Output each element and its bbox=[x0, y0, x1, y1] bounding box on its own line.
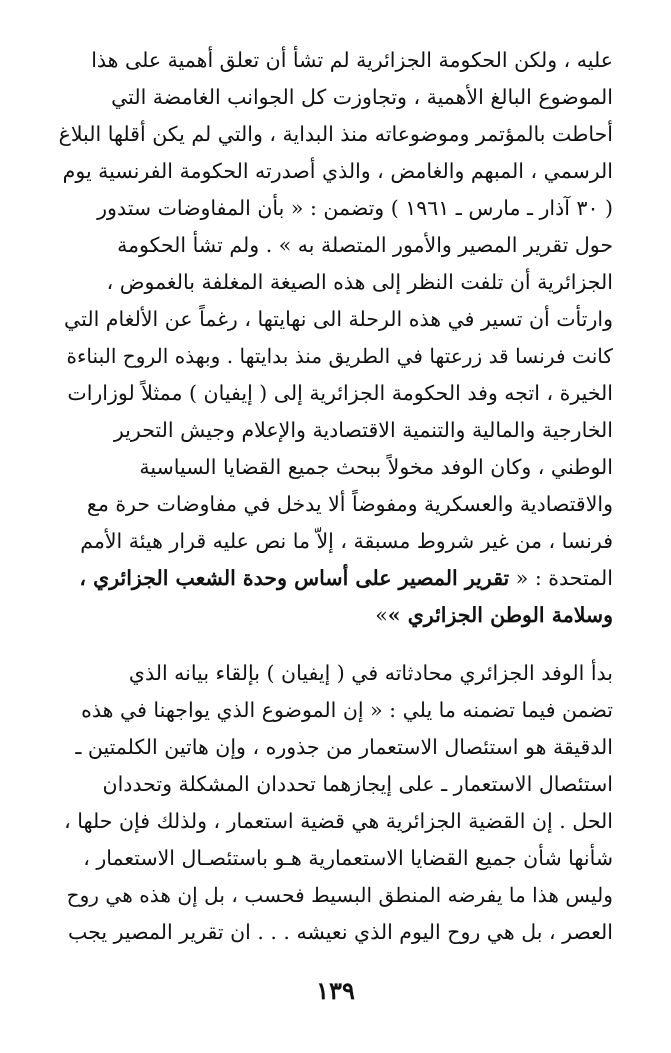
text-line: بدأ الوفد الجزائري محادثاته في ( إيفيان ) بإلقاء بيانه الذي bbox=[128, 661, 613, 685]
quote-lead-in: المتحدة : « bbox=[515, 566, 613, 590]
text-line: ( ٣٠ آذار ـ مارس ـ ١٩٦١ ) وتضمن : « بأن المفاوضات ستدور bbox=[97, 196, 613, 220]
text-line: الخارجية والمالية والتنمية الاقتصادية والإعلام وجيش التحرير bbox=[113, 418, 613, 442]
quoted-resolution-bold-end: وسلامة الوطن الجزائري » bbox=[387, 603, 613, 627]
text-line: وليس هذا ما يفرضه المنطق البسيط فحسب ، بل إن هذه هي روح bbox=[66, 883, 613, 907]
text-line: الوطني ، وكان الوفد مخولاً ببحث جميع القضايا السياسية bbox=[139, 455, 613, 479]
text-line: الدقيقة هو استئصال الاستعمار من جذوره ، وإن هاتين الكلمتين ـ bbox=[75, 735, 613, 759]
page-number: ١٣٩ bbox=[316, 976, 355, 1005]
text-line: الموضوع البالغ الأهمية ، وتجاوزت كل الجوانب الغامضة التي bbox=[111, 85, 613, 109]
text-line: والاقتصادية والعسكرية ومفوضاً ألا يدخل في مفاوضات حرة مع bbox=[86, 492, 613, 516]
text-line: الخيرة ، اتجه وفد الحكومة الجزائرية إلى ( إيفيان ) ممثلاً لوزارات bbox=[67, 381, 613, 405]
text-line: تضمن فيما تضمنه ما يلي : « إن الموضوع الذي يواجهنا في هذه bbox=[81, 698, 613, 722]
text-line-with-quote bbox=[58, 597, 613, 634]
text-line: الحل . إن القضية الجزائرية هي قضية استعمار ، ولذلك فإن حلها ، bbox=[64, 809, 613, 833]
closing-quote-mark: » bbox=[375, 603, 388, 627]
text-line: الرسمي ، المبهم والغامض ، والذي أصدرته الحكومة الفرنسية يوم bbox=[62, 159, 613, 183]
paragraph-1 bbox=[58, 42, 613, 634]
text-line: استئصال الاستعمار ـ على إيجازهما تحددان المشكلة وتحددان bbox=[102, 772, 613, 796]
text-line: فرنسا ، من غير شروط مسبقة ، إلاّ ما نص عليه قرار هيئة الأمم bbox=[80, 529, 613, 553]
text-line: الجزائرية أن تلفت النظر إلى هذه الصيغة المغلفة بالغموض ، bbox=[106, 270, 613, 294]
text-line: حول تقرير المصير والأمور المتصلة به » . ولم تشأ الحكومة bbox=[117, 233, 613, 257]
paragraph-2 bbox=[58, 655, 613, 951]
text-line: العصر ، بل هي روح اليوم الذي نعيشه . . . ان تقرير المصير يجب bbox=[68, 920, 613, 944]
text-line: كانت فرنسا قد زرعتها في الطريق منذ بدايتها . وبهذه الروح البناءة bbox=[66, 344, 613, 368]
text-line-with-quote bbox=[58, 560, 613, 597]
text-line: عليه ، ولكن الحكومة الجزائرية لم تشأ أن تعلق أهمية على هذا bbox=[91, 48, 613, 72]
quoted-resolution-bold: تقرير المصير على أساس وحدة الشعب الجزائري ، bbox=[79, 566, 510, 590]
text-line: وارتأت أن تسير في هذه الرحلة الى نهايتها ، رغماً عن الألغام التي bbox=[64, 307, 613, 331]
text-line: شأنها شأن جميع القضايا الاستعمارية هـو باستئصـال الاستعمار ، bbox=[83, 846, 613, 870]
text-line: أحاطت بالمؤتمر وموضوعاته منذ البداية ، والتي لم يكن أقلها البلاغ bbox=[58, 122, 613, 146]
